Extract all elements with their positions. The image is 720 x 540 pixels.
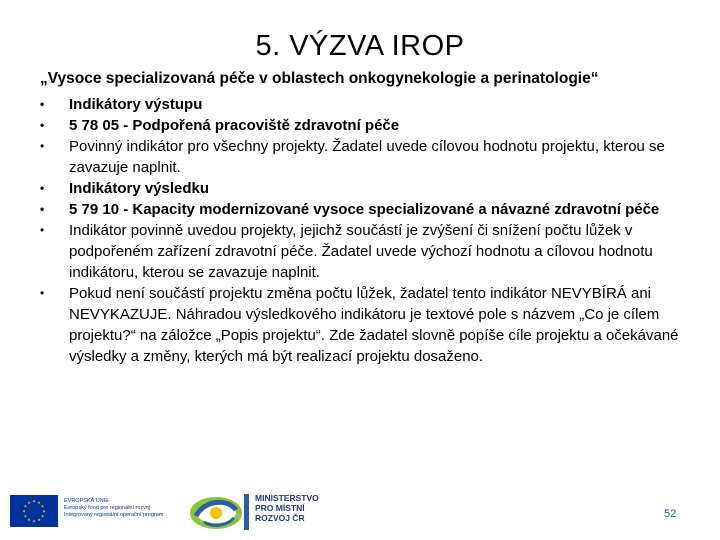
bullet-item bbox=[40, 178, 680, 199]
bullet-item bbox=[40, 136, 680, 178]
svg-text:★: ★ bbox=[27, 517, 31, 523]
eu-funding-text bbox=[64, 498, 184, 519]
footer-logos bbox=[0, 488, 720, 540]
bullet-list bbox=[40, 94, 680, 367]
bullet-text: Indikátory výstupu bbox=[69, 96, 203, 113]
svg-text:★: ★ bbox=[37, 499, 41, 505]
eu-line: EVROPSKÁ UNIE bbox=[64, 498, 109, 504]
svg-text:★: ★ bbox=[40, 513, 45, 519]
bullet-dot-icon: • bbox=[40, 223, 45, 237]
ministry-name bbox=[255, 493, 319, 523]
bullet-item bbox=[40, 199, 680, 220]
bullet-item bbox=[40, 115, 680, 136]
eu-line: Evropský fond pro regionální rozvoj bbox=[64, 505, 151, 511]
irop-swirl-logo-icon bbox=[190, 492, 242, 532]
svg-text:★: ★ bbox=[23, 513, 28, 519]
ministry-line: PRO MÍSTNÍ bbox=[255, 503, 305, 513]
ministry-line: ROZVOJ ČR bbox=[255, 513, 305, 523]
bullet-text: 5 79 10 - Kapacity modernizované vysoce specializované a návazné zdravotní péče bbox=[69, 201, 660, 218]
bullet-dot-icon: • bbox=[40, 181, 45, 195]
svg-text:★: ★ bbox=[32, 518, 36, 524]
svg-text:★: ★ bbox=[22, 508, 26, 514]
bullet-dot-icon: • bbox=[40, 286, 45, 300]
bullet-dot-icon: • bbox=[40, 139, 45, 153]
svg-text:★: ★ bbox=[27, 499, 31, 505]
bullet-text: Povinný indikátor pro všechny projekty. Žadatel uvede cílovou hodnotu projektu, kterou se zavazuje naplnit. bbox=[69, 138, 665, 176]
bullet-dot-icon: • bbox=[40, 118, 45, 132]
svg-text:★: ★ bbox=[37, 517, 41, 523]
svg-text:★: ★ bbox=[42, 508, 46, 514]
bullet-item bbox=[40, 283, 680, 367]
svg-text:★: ★ bbox=[40, 503, 45, 509]
svg-text:★: ★ bbox=[32, 498, 36, 504]
bullet-text: Indikátory výsledku bbox=[69, 180, 210, 197]
page-number: 52 bbox=[664, 508, 677, 520]
eu-flag-icon bbox=[10, 495, 58, 527]
eu-line: Integrovaný regionální operační program bbox=[64, 512, 164, 518]
bullet-dot-icon: • bbox=[40, 97, 45, 111]
bullet-item bbox=[40, 220, 680, 283]
bullet-item bbox=[40, 94, 680, 115]
bullet-text: Indikátor povinně uvedou projekty, jejichž součástí je zvýšení či snížení počtu lůžek v podpořeném zařízení zdravotní péče. Žadatel uvede výchozí hodnotu a cílovou hodnotu indikátoru, kterou se zavazuje naplnit. bbox=[69, 222, 653, 281]
bullet-dot-icon: • bbox=[40, 202, 45, 216]
bullet-text: 5 78 05 - Podpořená pracoviště zdravotní péče bbox=[69, 117, 400, 134]
slide-subtitle: „Vysoce specializovaná péče v oblastech onkogynekologie a perinatologie“ bbox=[40, 70, 599, 87]
bullet-text: Pokud není součástí projektu změna počtu lůžek, žadatel tento indikátor NEVYBÍRÁ ani NEVYKAZUJE. Náhradou výsledkového indikátoru je textové pole s názvem „Co je cílem projektu?“ na záložce „Popis projektu“. Zde žadatel slovně popíše cíle projektu a očekávané výsledky a změny, kterých má být realizací projektu dosaženo. bbox=[69, 285, 679, 365]
ministry-logo-icon bbox=[244, 494, 249, 530]
ministry-line: MINISTERSTVO bbox=[255, 493, 319, 503]
svg-text:★: ★ bbox=[23, 503, 28, 509]
slide-title: 5. VÝZVA IROP bbox=[255, 30, 465, 62]
